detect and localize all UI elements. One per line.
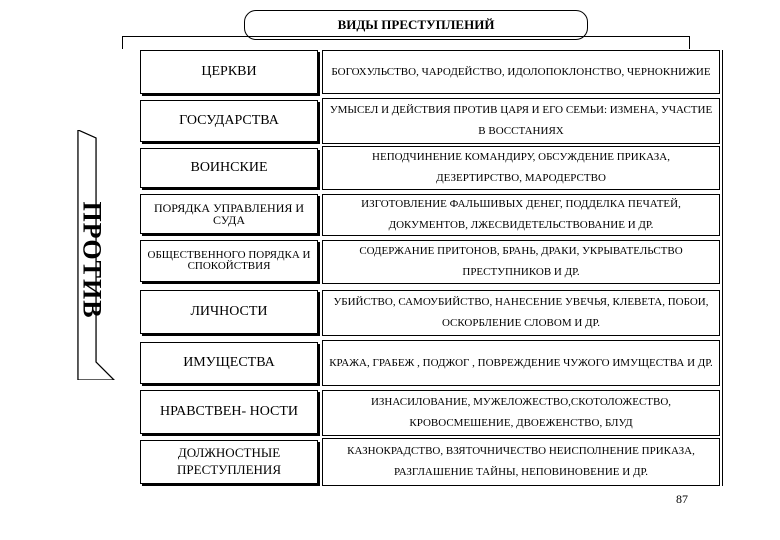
- description-military: НЕПОДЧИНЕНИЕ КОМАНДИРУ, ОБСУЖДЕНИЕ ПРИКАЗА, ДЕЗЕРТИРСТВО, МАРОДЕРСТВО: [322, 146, 720, 190]
- description-morality: ИЗНАСИЛОВАНИЕ, МУЖЕЛОЖЕСТВО,СКОТОЛОЖЕСТВО, КРОВОСМЕШЕНИЕ, ДВОЕЖЕНСТВО, БЛУД: [322, 390, 720, 436]
- page-number: 87: [676, 492, 688, 506]
- description-governance: ИЗГОТОВЛЕНИЕ ФАЛЬШИВЫХ ДЕНЕГ, ПОДДЕЛКА ПЕЧАТЕЙ, ДОКУМЕНТОВ, ЛЖЕСВИДЕТЕЛЬСТВОВАНИЕ И ДР.: [322, 194, 720, 236]
- category-official: ДОЛЖНОСТНЫЕ ПРЕСТУПЛЕНИЯ: [140, 440, 318, 484]
- diagram-title: ВИДЫ ПРЕСТУПЛЕНИЙ: [244, 10, 588, 40]
- category-person: ЛИЧНОСТИ: [140, 290, 318, 334]
- category-military: ВОИНСКИЕ: [140, 148, 318, 188]
- category-church: ЦЕРКВИ: [140, 50, 318, 94]
- arrow-label: ПРОТИВ: [78, 201, 107, 319]
- description-official: КАЗНОКРАДСТВО, ВЗЯТОЧНИЧЕСТВО НЕИСПОЛНЕНИЕ ПРИКАЗА, РАЗГЛАШЕНИЕ ТАЙНЫ, НЕПОВИНОВЕНИЕ И ДР.: [322, 438, 720, 486]
- category-morality: НРАВСТВЕН- НОСТИ: [140, 390, 318, 434]
- category-public-order: ОБЩЕСТВЕННОГО ПОРЯДКА И СПОКОЙСТВИЯ: [140, 240, 318, 282]
- description-state: УМЫСЕЛ И ДЕЙСТВИЯ ПРОТИВ ЦАРЯ И ЕГО СЕМЬИ: ИЗМЕНА, УЧАСТИЕ В ВОССТАНИЯХ: [322, 98, 720, 144]
- right-border-line: [722, 50, 723, 486]
- description-church: БОГОХУЛЬСТВО, ЧАРОДЕЙСТВО, ИДОЛОПОКЛОНСТВО, ЧЕРНОКНИЖИЕ: [322, 50, 720, 94]
- title-connector: [122, 36, 690, 49]
- description-property: КРАЖА, ГРАБЕЖ , ПОДЖОГ , ПОВРЕЖДЕНИЕ ЧУЖОГО ИМУЩЕСТВА И ДР.: [322, 340, 720, 386]
- category-state: ГОСУДАРСТВА: [140, 100, 318, 142]
- description-person: УБИЙСТВО, САМОУБИЙСТВО, НАНЕСЕНИЕ УВЕЧЬЯ, КЛЕВЕТА, ПОБОИ, ОСКОРБЛЕНИЕ СЛОВОМ И ДР.: [322, 290, 720, 336]
- category-governance: ПОРЯДКА УПРАВЛЕНИЯ И СУДА: [140, 194, 318, 234]
- category-property: ИМУЩЕСТВА: [140, 342, 318, 384]
- description-public-order: СОДЕРЖАНИЕ ПРИТОНОВ, БРАНЬ, ДРАКИ, УКРЫВАТЕЛЬСТВО ПРЕСТУПНИКОВ И ДР.: [322, 240, 720, 284]
